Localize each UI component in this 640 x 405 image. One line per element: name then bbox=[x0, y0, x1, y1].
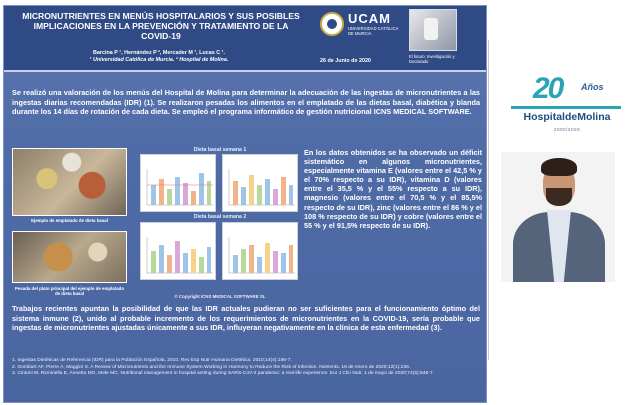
ucam-seal-icon bbox=[320, 12, 344, 36]
ucam-logo-text: UCAM bbox=[348, 11, 391, 26]
presenter-photo bbox=[501, 152, 615, 282]
poster-date: 26 de Junio de 2020 bbox=[320, 58, 371, 64]
header-researcher-photo bbox=[409, 9, 457, 51]
author-list: Barcina P ¹, Hernández P ², Mercader M ¹, Lucas C ¹. bbox=[93, 50, 225, 56]
intro-paragraph: Se realizó una valoración de los menús del Hospital de Molina para determinar la adecuación de las ingestas de micronutrientes a las ingestas diarias recomendadas (IDR) (1). Se realizaron pesadas los alimentos en el emplatado de las dietas basal, diabética y blanda durante los 14 días de rotación de cada dieta. Se empleó el programa informático de gestión nutricional ICNS MEDICAL SOFTWARE. bbox=[12, 88, 480, 117]
chart-title-week1: Dieta basal semana 1 bbox=[193, 147, 247, 153]
chart-thumbnail-2-graphic bbox=[223, 155, 299, 213]
references-list bbox=[12, 358, 482, 378]
results-paragraph: En los datos obtenidos se ha observado un déficit sistemático en algunos micronutrientes, especialmente vitamina E (valores entre el 42,5 % y el 70% respecto a su IDR), vitamina D (valores entre el 35,5 % y el 55% respecto a su IDR), magnesio (valores entre el 70,5 % y el 85,5% respecto de su IDR), zinc (valores entre el 86 % y el 108 % respecto de su IDR) y cobre (valores entre el 55 % y el 91,5% respecto de su IDR). bbox=[304, 148, 482, 230]
conclusion-paragraph: Trabajos recientes apuntan la posibilidad de que las IDR actuales pudieran no ser suficientes para el funcionamiento óptimo del sistema inmune (2), unido al probable incremento de los requerimientos de micronutrientes en la COVID-19, sería probable que ingestas de micronutrientes ajustadas únicamente a sus IDR, influyeran negativamente en la clínica de esta enfermedad (3). bbox=[12, 304, 480, 333]
chart-thumbnail-1 bbox=[140, 154, 216, 212]
author-affiliations: ¹ Universidad Católica de Murcia. ² Hospital de Molina. bbox=[89, 57, 229, 63]
chart-thumbnail-4-graphic bbox=[223, 223, 299, 281]
chart-thumbnail-4 bbox=[222, 222, 298, 280]
chart-title-week2: Dieta basal semana 2 bbox=[193, 214, 247, 220]
reference-item: 1. Ingestas Dietéticas de Referencia (IDR) para la Población Española, 2010. Rev Esp Nutr Humana Dietética. 2010;14(4):196-7. bbox=[12, 358, 292, 363]
anniversary-number: 20 bbox=[533, 72, 563, 105]
tray-photo bbox=[12, 148, 127, 216]
vertical-divider bbox=[488, 40, 489, 360]
poster-authors bbox=[44, 50, 274, 64]
anniversary-word: Años bbox=[581, 82, 604, 92]
reference-item: 2. Gombart AF, Pierre A, Maggini S. A Review of Micronutrients and the Immune System-Working in Harmony to Reduce the Risk of Infection. Nutrients. 16 de enero de 2020;12(1):236. bbox=[12, 364, 411, 370]
poster-header bbox=[4, 6, 487, 72]
chart-thumbnail-3-graphic bbox=[141, 223, 217, 281]
main-dish-photo bbox=[12, 231, 127, 283]
presenter-hair bbox=[541, 158, 577, 176]
poster-title: MICRONUTRIENTES EN MENÚS HOSPITALARIOS Y SUS POSIBLES IMPLICACIONES EN LA PREVENCIÓN Y TRATAMIENTO DE LA COVID-19 bbox=[22, 11, 300, 41]
chart-thumbnail-3 bbox=[140, 222, 216, 280]
ucam-logo-subtitle: UNIVERSIDAD CATÓLICA DE MURCIA bbox=[348, 26, 399, 36]
logo-accent-bar bbox=[511, 106, 621, 109]
chart-thumbnail-1-graphic bbox=[141, 155, 217, 213]
reference-item: 3. Cintoni M, Rinninella E, Annetta MG, Mele MC. Nutritional management in hospital setting during SARS-CoV-2 pandemic: a real-life experience. Eur J Clin Nutr. 1 de mayo de 2020;74(5):846-7. bbox=[12, 371, 434, 377]
main-dish-photo-caption: Pesada del plato principal del ejemplo de emplatado de dieta basal bbox=[14, 286, 125, 297]
chart-copyright: © Copyright ICNS MEDICAL SOFTWARE SL bbox=[174, 294, 266, 299]
research-label: El futuro: Investigación y Doctorado bbox=[409, 54, 455, 64]
hospital-years: 2000/2020 bbox=[553, 127, 581, 132]
poster-slide bbox=[3, 5, 487, 403]
hospital-molina-logo bbox=[507, 72, 625, 144]
tray-photo-caption: Ejemplo de emplatado de dieta basal bbox=[31, 218, 108, 223]
presenter-beard bbox=[546, 188, 572, 206]
chart-thumbnail-2 bbox=[222, 154, 298, 212]
hospital-name: HospitaldeMolina bbox=[523, 111, 611, 123]
